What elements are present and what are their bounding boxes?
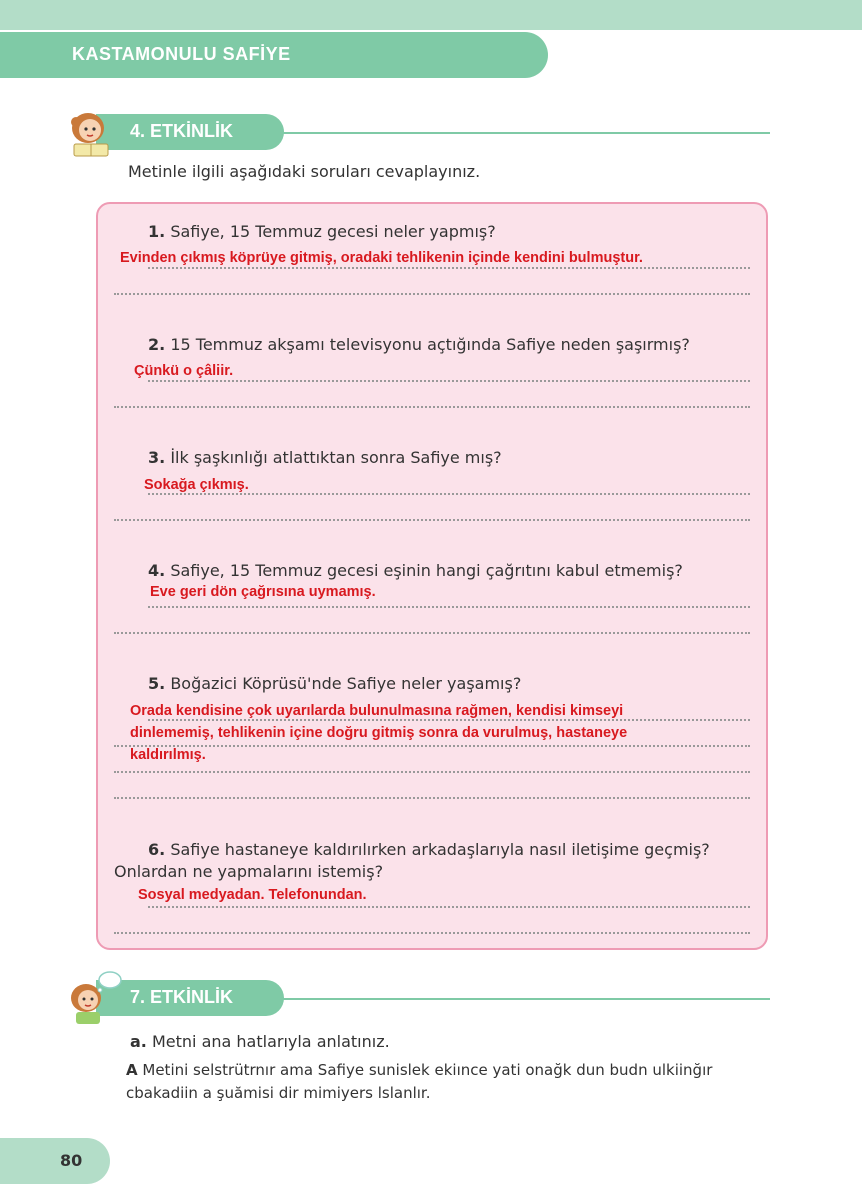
activity-answer-line-2: cbakadiin a şuămisi dir mimiyers lslanlır. xyxy=(126,1084,431,1102)
section-7-heading: 7. ETKİNLİK xyxy=(130,987,234,1007)
question-number: 2. xyxy=(148,335,166,354)
answer-line xyxy=(114,519,750,521)
question-6 xyxy=(148,840,754,859)
question-number: 5. xyxy=(148,674,166,693)
section-divider xyxy=(250,132,770,134)
answer-label: A xyxy=(126,1061,138,1079)
answer-line xyxy=(114,406,750,408)
answer-line xyxy=(148,719,750,721)
answer-2: Çünkü o çâliir. xyxy=(134,363,234,379)
girl-thinking-icon xyxy=(62,970,122,1030)
answer-line xyxy=(148,493,750,495)
question-text: İlk şaşkınlığı atlattıktan sonra Safiye mış? xyxy=(170,448,502,467)
section-7-pill xyxy=(96,980,284,1016)
section-4-heading: 4. ETKİNLİK xyxy=(130,121,234,141)
question-text: Boğazici Köprüsü'nde Safiye neler yaşamış? xyxy=(170,674,522,693)
answer-5-line-1: Orada kendisine çok uyarılarda bulunulmasına rağmen, kendisi kimseyi xyxy=(130,703,624,719)
question-text: Safiye hastaneye kaldırılırken arkadaşlarıyla nasıl iletişime geçmiş? xyxy=(170,840,710,859)
top-band xyxy=(0,0,862,30)
answer-5-line-3: kaldırılmış. xyxy=(130,747,206,763)
answer-line xyxy=(148,267,750,269)
answer-line xyxy=(114,771,750,773)
question-text: Safiye, 15 Temmuz gecesi eşinin hangi çağrıtını kabul etmemiş? xyxy=(170,561,683,580)
question-5 xyxy=(148,674,521,693)
answer-6: Sosyal medyadan. Telefonundan. xyxy=(138,887,367,903)
answer-line xyxy=(114,293,750,295)
question-number: 3. xyxy=(148,448,166,467)
question-text: Safiye, 15 Temmuz gecesi neler yapmış? xyxy=(170,222,496,241)
question-6-continued: Onlardan ne yapmalarını istemiş? xyxy=(114,862,384,881)
section-divider xyxy=(250,998,770,1000)
instruction-text: Metinle ilgili aşağıdaki soruları cevaplayınız. xyxy=(128,162,481,181)
item-label: a. xyxy=(130,1032,147,1051)
page-number-tab xyxy=(0,1138,110,1184)
answer-1: Evinden çıkmış köprüye gitmiş, oradaki tehlikenin içinde kendini bulmuştur. xyxy=(120,250,643,266)
answer-line xyxy=(114,932,750,934)
page-number: 80 xyxy=(60,1151,83,1170)
question-4 xyxy=(148,561,683,580)
answer-text: Metini selstrütrnır ama Safiye sunislek ekiınce yati onağk dun budn ulkiinğır xyxy=(142,1061,713,1079)
question-number: 1. xyxy=(148,222,166,241)
question-2 xyxy=(148,335,690,354)
page-title: KASTAMONULU SAFİYE xyxy=(72,44,291,64)
answer-line xyxy=(148,606,750,608)
title-bar xyxy=(0,32,548,78)
activity-item xyxy=(130,1032,390,1051)
answer-line xyxy=(148,906,750,908)
activity-answer-line-1 xyxy=(126,1061,712,1079)
answer-4: Eve geri dön çağrısına uymamış. xyxy=(150,584,376,600)
answer-line xyxy=(148,380,750,382)
section-4-pill xyxy=(96,114,284,150)
girl-reading-icon xyxy=(62,104,122,164)
question-number: 4. xyxy=(148,561,166,580)
answer-5-line-2: dinlememiş, tehlikenin içine doğru gitmiş sonra da vurulmuş, hastaneye xyxy=(130,725,628,741)
question-3 xyxy=(148,448,502,467)
answer-line xyxy=(114,745,750,747)
section-4-header xyxy=(0,110,862,160)
question-number: 6. xyxy=(148,840,166,859)
item-text: Metni ana hatlarıyla anlatınız. xyxy=(151,1032,390,1051)
question-text: 15 Temmuz akşamı televisyonu açtığında Safiye neden şaşırmış? xyxy=(170,335,690,354)
answer-line xyxy=(114,632,750,634)
answer-3: Sokağa çıkmış. xyxy=(144,477,249,493)
question-1 xyxy=(148,222,496,241)
answer-line xyxy=(114,797,750,799)
section-7-header xyxy=(0,976,862,1026)
